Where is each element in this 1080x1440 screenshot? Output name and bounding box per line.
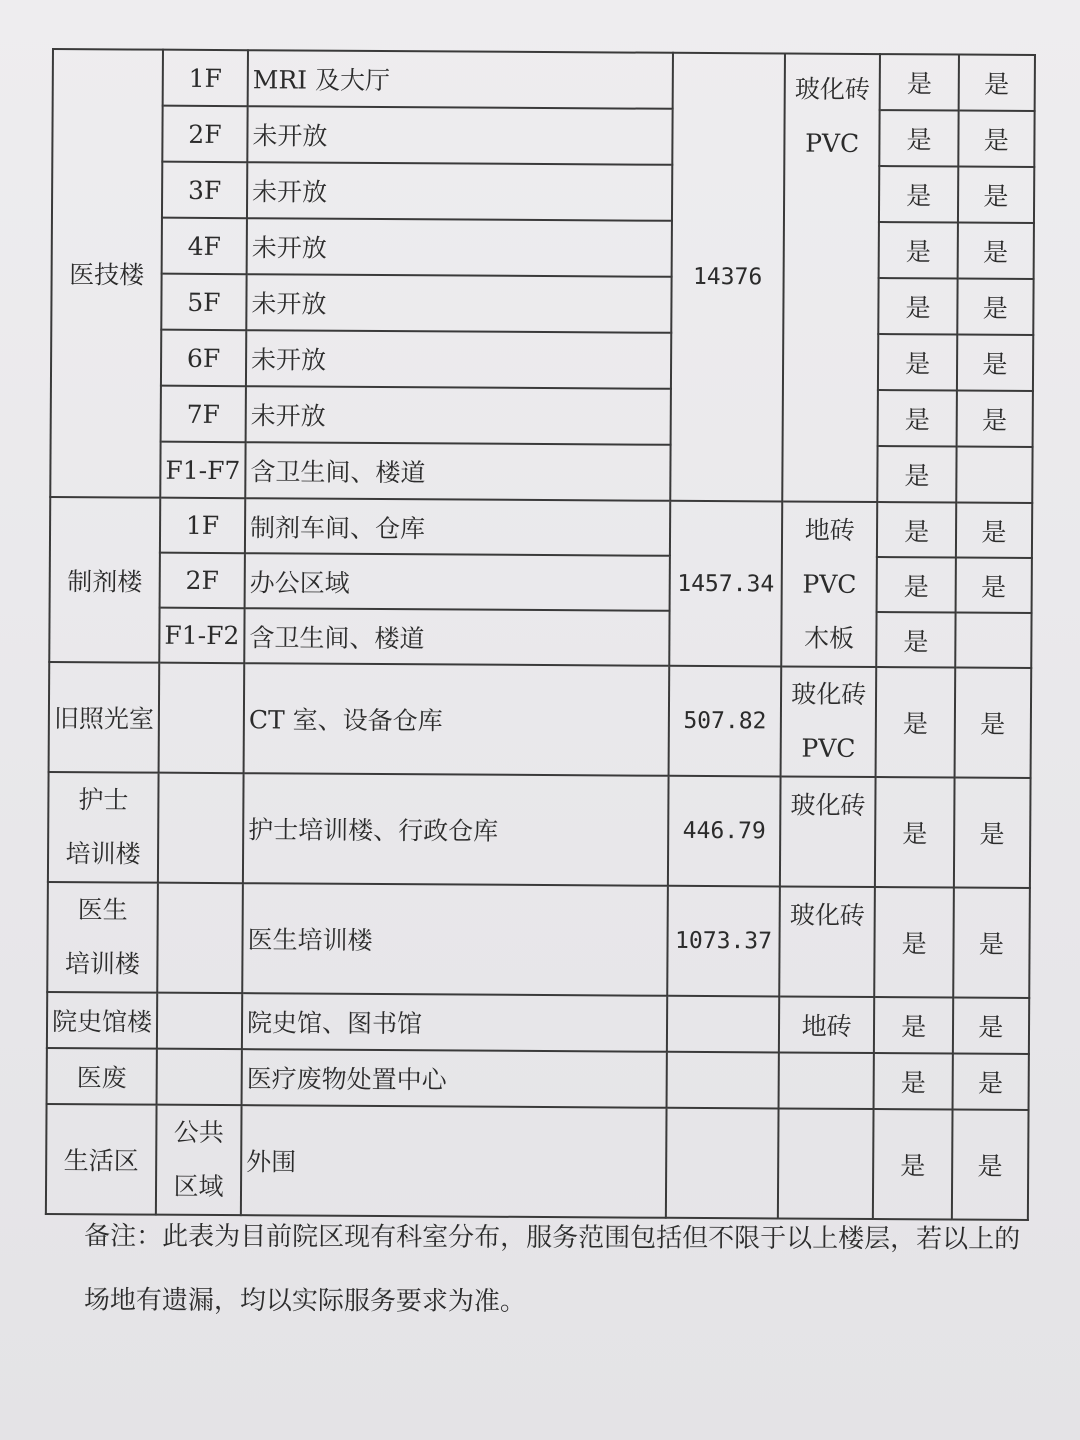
- area-desc-cell: 院史馆、图书馆: [242, 993, 667, 1052]
- check-cell: [955, 613, 1032, 668]
- floor-cell: 2F: [162, 106, 247, 163]
- table-row: [50, 552, 1032, 613]
- empty-cell: [157, 1049, 242, 1106]
- check-cell: 是: [877, 557, 956, 612]
- building-name-cell: 院史馆楼: [47, 992, 157, 1049]
- building-name-line: 培训楼: [64, 949, 141, 979]
- table-row: [47, 992, 1029, 1054]
- check-cell: 是: [957, 223, 1034, 279]
- table-row: [49, 607, 1031, 668]
- floor-cell: 2F: [160, 553, 245, 609]
- table-row: [48, 772, 1031, 888]
- check-cell: 是: [877, 612, 956, 667]
- table-row: [50, 497, 1032, 558]
- building-name-cell: 生活区: [46, 1104, 157, 1215]
- table-row: [46, 1104, 1029, 1220]
- area-size-cell: 1073.37: [667, 886, 779, 997]
- check-cell: 是: [952, 1054, 1029, 1110]
- floor-cell: 1F: [163, 50, 248, 107]
- empty-cell: [157, 993, 242, 1050]
- check-cell: 是: [952, 1110, 1029, 1220]
- area-desc-cell: 外围: [241, 1105, 667, 1218]
- building-name-line: 护士: [78, 785, 129, 815]
- area-desc-cell: 未开放: [246, 330, 671, 389]
- material-label: PVC: [805, 128, 860, 158]
- check-cell: 是: [874, 1053, 953, 1109]
- empty-cell: [158, 773, 244, 884]
- area-desc-cell: CT 室、设备仓库: [244, 663, 670, 776]
- empty-cell: [667, 996, 779, 1053]
- check-cell: 是: [878, 446, 957, 502]
- area-desc-cell: 未开放: [246, 386, 671, 445]
- table-row: [52, 217, 1034, 279]
- area-desc-cell: 医疗废物处置中心: [242, 1049, 667, 1108]
- material-cell: 地砖: [779, 996, 875, 1053]
- area-size-cell: 14376: [670, 53, 785, 502]
- material-cell: 玻化砖: [780, 776, 876, 887]
- check-cell: 是: [879, 222, 958, 278]
- area-desc-cell: 办公区域: [245, 553, 670, 611]
- building-name-cell: 旧照光室: [49, 662, 160, 773]
- material-cell: 玻化砖: [779, 886, 875, 997]
- building-name-cell: 医废: [47, 1048, 157, 1105]
- check-cell: 是: [880, 54, 959, 110]
- table-row: [47, 1048, 1029, 1110]
- building-name-line: 培训楼: [65, 839, 141, 869]
- floor-cell: 6F: [161, 330, 246, 387]
- table-row: [51, 329, 1033, 391]
- floor-cell: 7F: [161, 386, 246, 443]
- check-cell: 是: [953, 888, 1030, 998]
- check-cell: 是: [874, 997, 953, 1053]
- table-row: [53, 49, 1035, 111]
- building-name-cell: [47, 882, 158, 993]
- building-name-cell: [48, 772, 159, 883]
- material-cell: [782, 53, 880, 502]
- material-label: 玻化砖: [791, 679, 867, 709]
- floor-cell: 4F: [162, 218, 247, 275]
- empty-cell: [667, 1052, 779, 1109]
- table-footnote: 备注：此表为目前院区现有科室分布，服务范围包括但不限于以上楼层，若以上的场地有遗漏，均以实际服务要求为准。: [83, 1221, 1021, 1317]
- check-cell: 是: [957, 335, 1034, 391]
- check-cell: 是: [875, 777, 954, 887]
- sub-area-line: 公共: [173, 1117, 224, 1148]
- check-cell: 是: [958, 111, 1035, 167]
- check-cell: 是: [958, 55, 1035, 111]
- empty-cell: [666, 1108, 778, 1219]
- check-cell: 是: [954, 668, 1031, 778]
- sub-area-cell: [156, 1105, 242, 1216]
- sub-area-line: 区域: [173, 1171, 224, 1202]
- area-desc-cell: 未开放: [247, 162, 672, 221]
- check-cell: 是: [873, 1109, 952, 1219]
- area-desc-cell: 未开放: [247, 106, 672, 165]
- check-cell: 是: [957, 279, 1034, 335]
- material-label: 玻化砖: [794, 74, 871, 104]
- table-row: [49, 662, 1032, 778]
- check-cell: 是: [877, 502, 956, 557]
- area-desc-cell: 制剂车间、仓库: [245, 498, 670, 556]
- material-label: PVC: [801, 733, 856, 763]
- area-desc-cell: MRI 及大厅: [248, 50, 673, 109]
- area-desc-cell: 护士培训楼、行政仓库: [243, 773, 669, 886]
- table-row: [50, 441, 1032, 503]
- check-cell: 是: [953, 998, 1030, 1054]
- table-row: [51, 385, 1033, 447]
- floor-service-table: [45, 48, 1036, 1221]
- area-size-cell: 507.82: [669, 666, 781, 777]
- table-row: [52, 161, 1034, 223]
- floor-cell: 5F: [161, 274, 246, 331]
- table-row: [52, 105, 1034, 167]
- empty-cell: [157, 883, 243, 994]
- building-name-line: 医生: [77, 895, 128, 925]
- check-cell: 是: [876, 667, 955, 777]
- table-row: [47, 882, 1030, 998]
- empty-cell: [778, 1108, 874, 1219]
- area-desc-cell: 未开放: [246, 274, 671, 333]
- material-cell: [781, 501, 878, 667]
- material-cell: [780, 666, 876, 777]
- area-desc-cell: 未开放: [247, 218, 672, 277]
- area-size-cell: 446.79: [668, 776, 780, 887]
- check-cell: 是: [954, 778, 1031, 888]
- area-desc-cell: 含卫生间、楼道: [244, 608, 669, 666]
- table-row: [51, 273, 1033, 335]
- check-cell: 是: [878, 390, 957, 446]
- check-cell: 是: [956, 503, 1033, 558]
- check-cell: 是: [878, 334, 957, 390]
- floor-cell: 3F: [162, 162, 247, 219]
- check-cell: 是: [958, 167, 1035, 223]
- material-label: 木板: [804, 623, 855, 653]
- area-size-cell: 1457.34: [669, 501, 782, 667]
- check-cell: 是: [879, 166, 958, 222]
- floor-cell: 1F: [160, 498, 245, 554]
- building-name-cell: 制剂楼: [49, 497, 160, 663]
- check-cell: 是: [956, 391, 1033, 447]
- check-cell: 是: [879, 278, 958, 334]
- material-label: PVC: [802, 569, 857, 599]
- material-label: 地砖: [804, 515, 855, 545]
- check-cell: 是: [955, 558, 1032, 613]
- empty-cell: [778, 1052, 874, 1109]
- area-desc-cell: 含卫生间、楼道: [245, 442, 670, 501]
- area-desc-cell: 医生培训楼: [242, 883, 668, 996]
- floor-cell: F1-F2: [159, 608, 244, 664]
- check-cell: 是: [880, 110, 959, 166]
- building-name-cell: 医技楼: [50, 49, 163, 498]
- check-cell: 是: [875, 887, 954, 997]
- check-cell: [956, 447, 1033, 503]
- floor-cell: F1-F7: [160, 442, 245, 499]
- empty-cell: [159, 663, 245, 774]
